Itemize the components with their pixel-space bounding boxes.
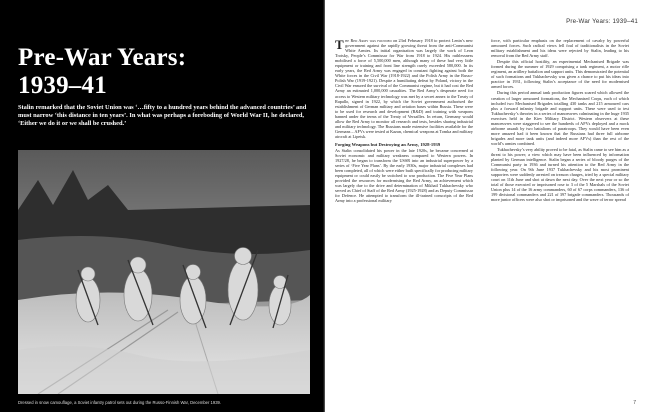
right-page (325, 0, 650, 412)
opening-paragraph (335, 38, 473, 139)
page-number: 7 (633, 400, 636, 406)
running-head: Pre-War Years: 1939–41 (566, 18, 638, 25)
chapter-title-line2: 1939–41 (18, 72, 107, 99)
section-heading: Forging Weapons but Destroying an Army, 1928-1939 (335, 141, 441, 147)
chapter-title (18, 44, 186, 100)
body-paragraph: force, with particular emphasis on the replacement of cavalry by powerful armoured forces. Such radical views fell foul of traditionalists in the Soviet military establishment and his ideas were rejected by Stalin, leading to his removal from the Red Army staff. (491, 38, 629, 59)
body-paragraph: During this period annual tank production figures soared which allowed the creation of larger armoured formations, the Mechanised Corps, each of which included two Mechanised Brigades totalling 430 tanks and 215 armoured cars plus a forward infantry brigade and support units. These were used to test Tukhachevsky’s theories in a series of manoeuvres culminating in the huge 1935 exercises held in the Kiev Military District. Western observers at these manoeuvres were staggered to see the hundreds of AFVs deployed and a mock airborne assault by two battalions of paratroops. They would have been even more amazed had it been known that the Russians had three full airborne brigades and more tank units (and indeed more AFVs) than the rest of the world’s armies combined. (491, 90, 629, 146)
chapter-intro: Stalin remarked that the Soviet Union was ‘…fifty to a hundred years behind the advanced countries’ and must narrow ‘this distance in ten years’. In what was perhaps a foreboding of World War II, he declared, ‘Either we do it or we shall be crushed.’ (18, 104, 307, 128)
archival-photo (18, 150, 310, 394)
body-paragraph: Tukhachevsky’s very ability proved to be fatal, as Stalin came to see him as a threat to his power; a view which may have been influenced by information planted by German intelligence. Stalin began a series of bloody purges of the Communist party in 1936 and turned his attention to the Red Army in the following year. On 9th June 1937 Tukhachevsky and his most prominent supporters were suddenly arrested on treason charges, tried by a special military court on 11th June and shot at dawn the next day. Over the next year or so the total of those executed or imprisoned rose to 3 of the 5 Marshals of the Soviet Union plus 14 of the 16 army commanders, 60 of 67 corps commanders, 136 of 199 divisional commanders and 221 of 397 brigade commanders. Thousands of more junior officers were also shot or imprisoned and the wave of terror spread (491, 146, 629, 203)
lead-in-smallcaps: he Red Army was founded (345, 38, 392, 43)
chapter-title-line1: Pre-War Years: (18, 44, 187, 71)
drop-cap: T (335, 37, 344, 52)
text-column-2 (491, 38, 629, 204)
text-column-1 (335, 38, 473, 205)
body-paragraph: As Stalin consolidated his power in the late 1920s, he became concerned at Soviet economic and military weakness compared to Western powers. In 1927/28, he began to transform the USSR into an industrial superpower by a series of ‘Five Year Plans’. By the early 1930s, major industrial complexes had been completed, all of which were either built specifically for producing military equipment or could easily be switched to war production. The Five Year Plans provided the resources for modernising the Red Army, an achievement which was largely due to the drive and determination of Mikhail Tukhachevsky who served as Chief of Staff of the Red Army (1925-1928) and as Deputy Commissar for Defence. He attempted to transform the ill-trained conscripts of the Red Army into a professional military (335, 147, 473, 204)
snow-patrol-photo (18, 150, 310, 394)
body-paragraph: Despite this official hostility, an experimental Mechanised Brigade was formed during the summer of 1929 comprising a tank regiment, a motor rifle regiment, an artillery battalion and support units. This demonstrated the potential of such formations and Tukhachevsky was given a chance to put his ideas into practice in 1931, following Stalin’s acceptance of the need for modernised armed forces. (491, 59, 629, 90)
opening-paragraph-text: on 23rd February 1918 to protect Lenin’s new government against the rapidly growing threat from the anti-Communist White Armies. Its initial organisation was largely the work of Leon Trotsky, People’s Commissar for War from 1918 to 1924. His ruthlessness mobilised a force of 5,500,000 men, although many of these had very little equipment or training and front line strength rarely exceeded 580,000. In its early years, the Red Army was engaged in constant fighting against both the White forces in the Civil War (1918-1922) and the Polish Army in the Russo-Polish War (1919-1921). Despite a humiliating defeat by Poland, victory in the Civil War ensured the survival of the Communist regime, but it had cost the Red Army an estimated 1,000,000 casualties. The Red Army’s desperate need for access to Western military technology was met by a secret annex to the Treaty of Rapallo, signed in 1922, by which the Soviet government authorised the establishment of German military and aviation bases within Russia. These were to be used for research and development (R&D) and training with weapons banned under the terms of the Treaty of Versailles. In return, Germany would allow the Red Army to monitor all research and tests, besides sharing industrial and military technology. The Russians made extensive facilities available for the Germans – AFVs were tested at Kazan, chemical weapons at Tomka and military aircraft at Lipetsk. (335, 38, 473, 139)
photo-caption: Dressed in snow camouflage, a Soviet infantry patrol sets out during the Russo-Finnish War, December 1939. (18, 400, 222, 405)
